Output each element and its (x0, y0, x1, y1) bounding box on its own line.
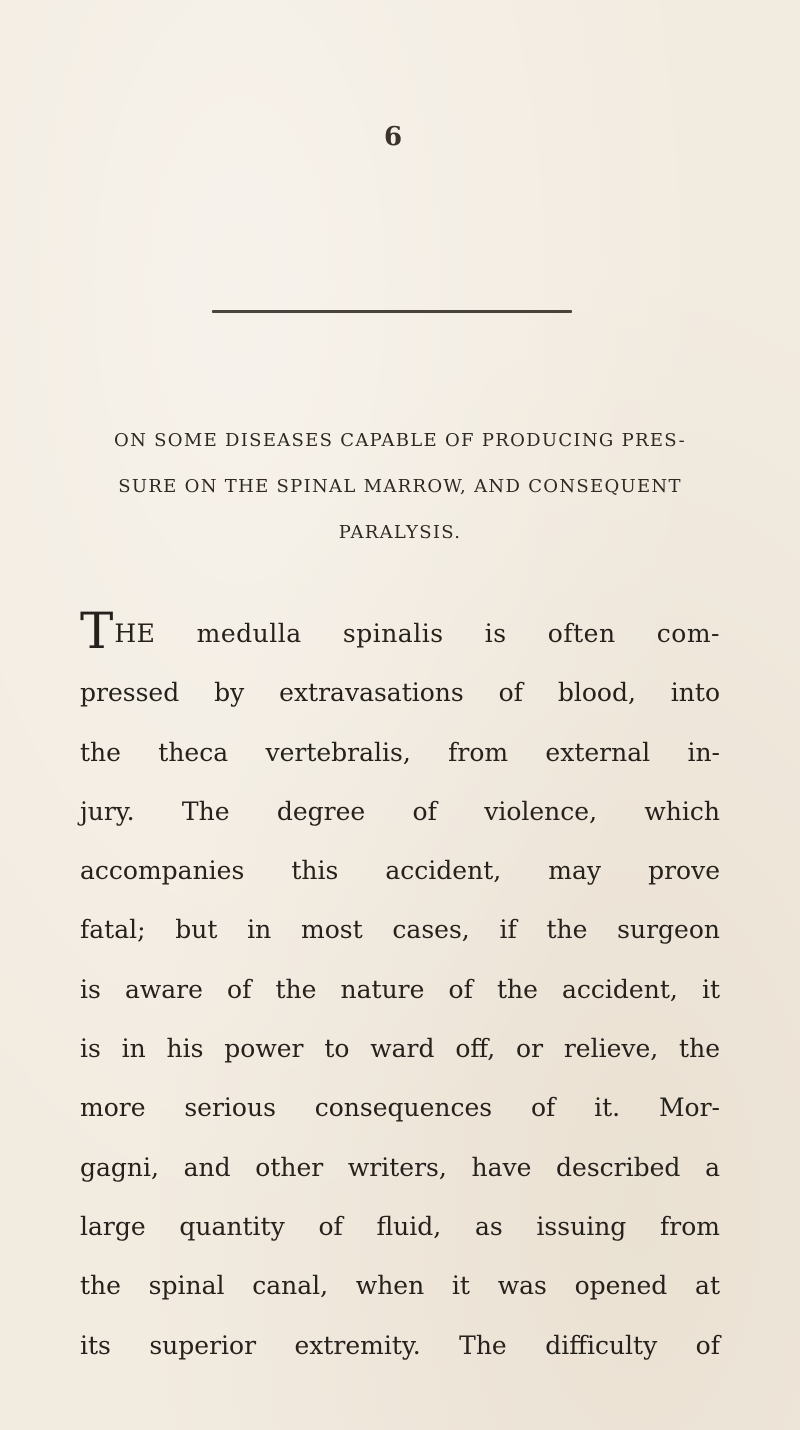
paragraph-line-5: accompanies this accident, may prove (80, 856, 720, 886)
paragraph-line-2: pressed by extravasations of blood, into (80, 678, 720, 708)
paragraph-line-4: jury. The degree of violence, which (80, 796, 720, 826)
paragraph-line-1 (80, 604, 720, 663)
heading-line-3: PARALYSIS. (338, 522, 462, 543)
paragraph-line-6: fatal; but in most cases, if the surgeon (80, 915, 720, 945)
drop-cap: T (80, 602, 114, 660)
paragraph-line-12: the spinal canal, when it was opened at (80, 1271, 720, 1301)
section-divider-rule (212, 310, 572, 313)
heading-line-1: ON SOME DISEASES CAPABLE OF PRODUCING PRES- (114, 430, 686, 451)
paragraph-line-10: gagni, and other writers, have described a (80, 1152, 720, 1182)
heading-line-2: SURE ON THE SPINAL MARROW, AND CONSEQUENT (118, 476, 682, 497)
paragraph-line-11: large quantity of fluid, as issuing from (80, 1211, 720, 1241)
paragraph-line-13: its superior extremity. The difficulty of (80, 1330, 720, 1360)
paragraph-line-8: is in his power to ward off, or relieve, the (80, 1034, 720, 1064)
paragraph-line-7: is aware of the nature of the accident, it (80, 974, 720, 1004)
paragraph-line-9: more serious consequences of it. Mor- (80, 1093, 720, 1123)
chapter-heading (60, 418, 740, 556)
body-paragraph (80, 604, 720, 1375)
paragraph-line-3: the theca vertebralis, from external in- (80, 737, 720, 767)
paragraph-line-1-text: HE medulla spinalis is often com- (114, 619, 720, 648)
page-number: 6 (384, 122, 403, 152)
